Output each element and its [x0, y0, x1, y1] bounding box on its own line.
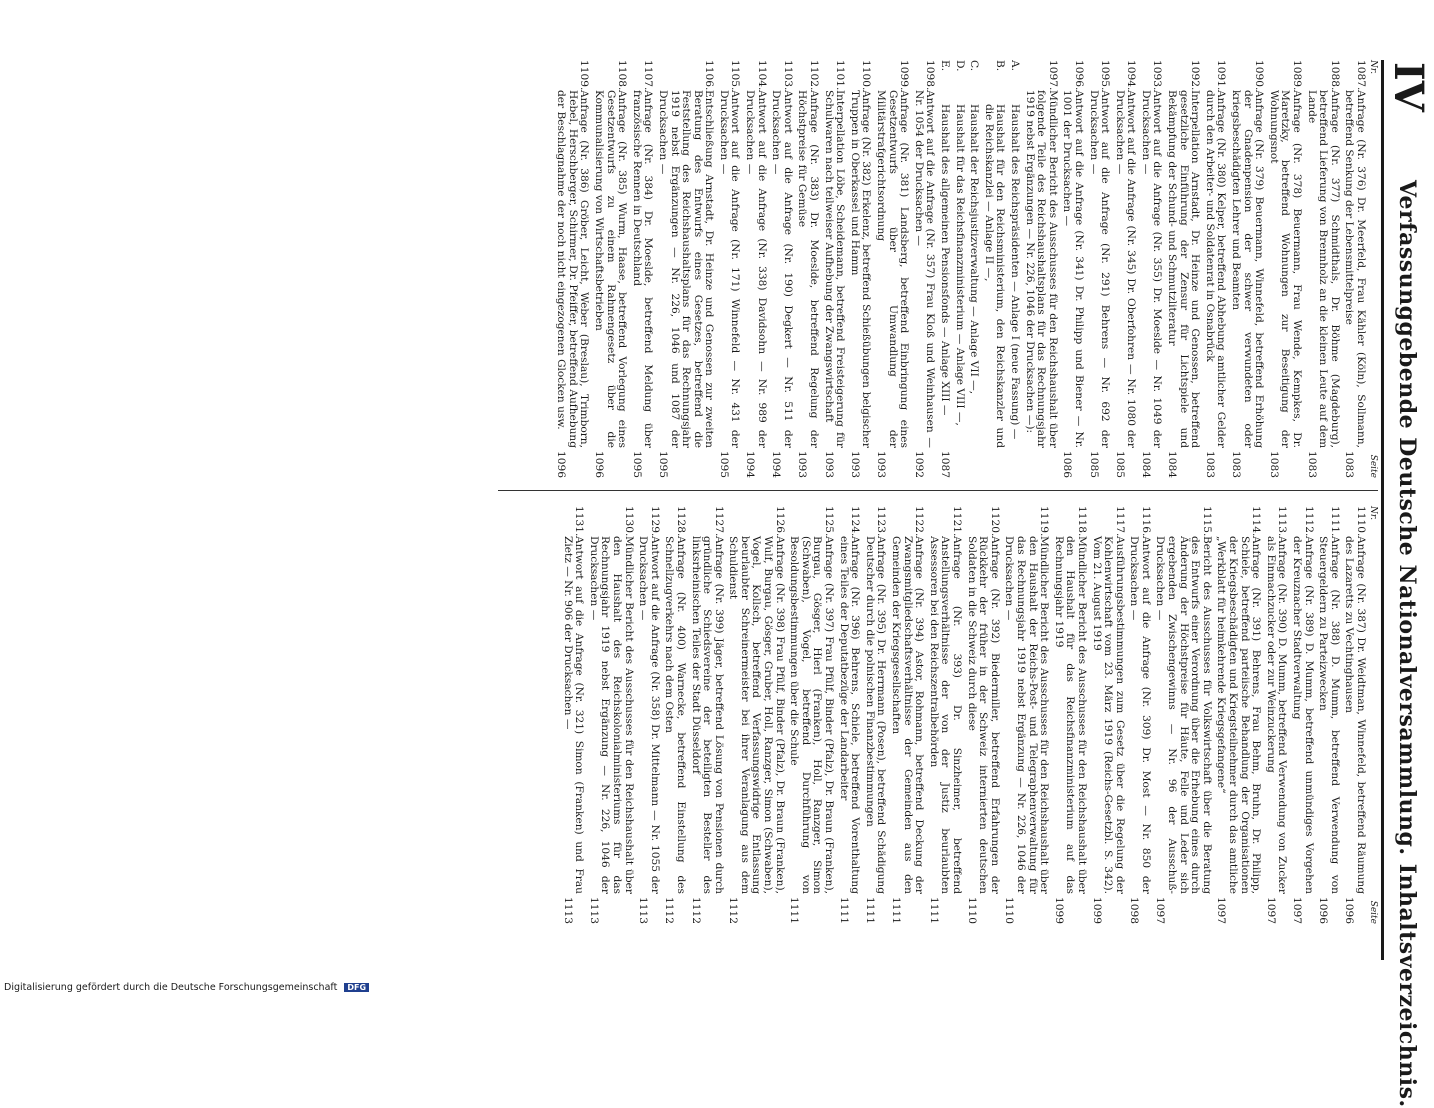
toc-entry [968, 60, 980, 478]
entry-page: 1093 [848, 451, 861, 478]
entry-page: 1113 [587, 897, 600, 924]
toc-entry [796, 60, 819, 478]
entry-page: 1095 [656, 451, 669, 478]
toc-entry [889, 506, 924, 924]
entry-number: 1092. [1189, 60, 1202, 91]
entry-text: Haushalt für das Reichsfinanzministerium — Anlage VIII —, [953, 104, 966, 426]
entry-number: 1106. [703, 60, 716, 91]
entry-text: Mündlicher Bericht des Ausschusses für den Reichshaushalt über den Haushalt für das Reichsfinanzministerium auf das Rechnungsjahr 1919 [1052, 536, 1088, 894]
toc-entry [1052, 506, 1087, 924]
entry-text: Anfrage (Nr. 389) D. Mumm, betreffend unmündiges Vorgehen der Kreuznacher Stadtverwaltung [1291, 536, 1315, 894]
entry-text: Antwort auf die Anfrage (Nr. 291) Behrens — Nr. 692 der Drucksachen — [1087, 90, 1112, 448]
entry-page: 1111 [837, 897, 850, 924]
toc-entry [555, 60, 590, 478]
entry-text: Entschließung Arnstadt, Dr. Heinze und Genossen zur zweiten Beratung des Entwurfs eines Gesetzes, betreffend die Feststellung des Reichshaushaltsplans für das Rechnungsjahr 1919 nebst Ergänzungen — Nr. 226, 1046 und 1087 der Drucksachen — [656, 90, 716, 448]
entry-number: 1104. [755, 60, 768, 91]
entry-number: 1125. [823, 506, 836, 537]
entry-page: 1097 [1154, 897, 1167, 924]
entry-number: 1113. [1276, 506, 1289, 537]
entry-number: E. [939, 60, 951, 72]
entry-number: 1120. [988, 506, 1001, 537]
entry-text: Anfrage (Nr. 378) Beuermann, Frau Wende, Kempkes, Dr. Maretzky, betreffend Wohnungen zur Beseitigung der Wohnungsnot [1267, 90, 1304, 448]
toc-entry [1264, 506, 1287, 924]
entry-page: 1112 [727, 897, 740, 924]
entry-page: 1093 [822, 451, 835, 478]
entry-number: 1128. [674, 506, 687, 537]
column-divider [498, 490, 1378, 491]
entry-text: Mündlicher Bericht des Ausschusses für den Reichshaushalt über den Haushalt der Reichs-Post- und Telegraphenverwaltung für das Rechnungsjahr 1919 nebst Ergänzung — Nr. 226, 1046 der Drucksachen — [1003, 536, 1051, 894]
entry-text: Anfrage (Nr. 394) Astor, Rohmann, betreffend Deckung der Zwangsmitgliedschaftsverhältnisse der Gemeinden aus den Gemeinden der Kriegsgesellschaften [890, 536, 926, 894]
entry-number: 1112. [1302, 506, 1315, 537]
entry-number: A. [1008, 60, 1021, 72]
entry-page: 1112 [663, 897, 676, 924]
entry-text: Antwort auf die Anfrage (Nr. 171) Winnefeld — Nr. 431 der Drucksachen — [717, 90, 742, 448]
entry-text: Anfrage (Nr. 388) D. Mumm, betreffend Verwendung von Steuergeldern zu Parteizwecken [1317, 536, 1341, 894]
entry-text: Mündlicher Bericht des Ausschusses für den Reichshaushalt über den Haushalt des Reichskolonialministeriums für das Rechnungsjahr 1919 nebst Ergänzung — Nr. 226, 1046 der Drucksachen — [587, 536, 635, 894]
entry-number: 1105. [729, 60, 742, 91]
entry-number: 1102. [808, 60, 821, 91]
entry-number: 1099. [898, 60, 911, 91]
entry-page: 1085 [1087, 451, 1100, 478]
entry-text: Haushalt des Reichspräsidenten — Anlage I (neue Fassung) — [1008, 104, 1021, 440]
entry-text: Anfrage (Nr. 395) Dr. Herrmann (Posen), betreffend Schädigung Deutscher durch die polnischen Finanzbestimmungen [863, 536, 888, 894]
entry-number: 1108. [616, 60, 629, 91]
seite-label: Seite [1368, 900, 1378, 924]
entry-number: 1123. [875, 506, 888, 537]
entry-text: Antwort auf die Anfrage (Nr. 190) Degkert — Nr. 511 der Drucksachen — [770, 90, 794, 448]
entry-page: 1094 [770, 451, 783, 478]
entry-text: Anfrage (Nr. 396) Behrens, Schiele, betreffend Vorenthaltung eines Teiles der Deputatbezüge der Landarbeiter [837, 536, 862, 894]
entry-text: Anfrage (Nr. 381) Landsberg, betreffend Einbringung eines Gesetzentwurfs über Umwandlung der Militärstrafgerichtsordnung [875, 90, 911, 448]
entry-page: 1111 [890, 897, 903, 924]
toc-entry [1139, 60, 1162, 478]
entry-text: Anfrage (Nr. 380) Kelper, betreffend Abhebung amtlicher Gelder durch den Arbeiter- und Soldatenrat in Osnabrück [1203, 90, 1228, 448]
nr-label: Nr. [1368, 60, 1378, 75]
toc-entry [637, 506, 660, 924]
toc-entry [788, 506, 834, 924]
entry-text: Interpellation Arnstadt, Dr. Heinze und Genossen, betreffend gesetzliche Einführung der Zensur für Lichtspiele und Bekämpfung der Schund- und Schmutzliteratur [1166, 90, 1202, 448]
entry-text: Anfrage (Nr. 376) Dr. Meerfeld, Frau Kähler (Köln), Sollmann, betreffend Senkung der Lebensmittelpreise [1343, 90, 1367, 448]
toc-entry [953, 60, 965, 478]
entry-number: 1094. [1125, 60, 1138, 91]
entry-number: B. [994, 60, 1007, 72]
right-column [558, 506, 1378, 924]
toc-entry [927, 506, 962, 924]
toc-entry [727, 506, 785, 924]
entry-page: 1111 [927, 897, 940, 924]
entry-page: 1095 [717, 451, 730, 478]
dfg-logo: DFG [344, 983, 369, 992]
entry-number: 1129. [648, 506, 661, 537]
entry-text: Antwort auf die Anfrage (Nr. 358) Dr. Mittelmann — Nr. 1055 der Drucksachen — [637, 536, 661, 894]
toc-entry [1023, 60, 1058, 478]
toc-entry [744, 60, 767, 478]
entry-text: Anfrage (Nr. 392) Biedermiller, betreffend Erfahrungen der Rückkehr der früher in der Schweiz internierten deutschen Soldaten in die Schweiz durch diese [965, 536, 1001, 894]
entry-number: D. [953, 60, 966, 72]
entry-number: 1117. [1113, 506, 1126, 537]
toc-entry [1343, 506, 1366, 924]
seite-label: Seite [1368, 454, 1378, 478]
toc-entry [837, 506, 860, 924]
entry-page: 1110 [1003, 897, 1016, 924]
entry-number: 1131. [573, 506, 586, 537]
toc-entry [561, 506, 584, 924]
footer-text: Digitalisierung gefördert durch die Deutsche Forschungsgemeinschaft [4, 982, 338, 993]
entry-number: C. [968, 60, 981, 72]
entry-text: Anfrage (Nr. 400) Warnecke, betreffend Einstellung des Schnellzugverkehrs nach dem Osten [663, 536, 687, 894]
entry-page: 1096 [592, 451, 605, 478]
entry-page: 1086 [1061, 451, 1074, 478]
toc-entry [656, 60, 714, 478]
toc-entry [965, 506, 1000, 924]
entry-number: 1127. [712, 506, 725, 537]
entry-text: Anfrage (Nr. 397) Frau Pfülf, Binder (Pfalz), Dr. Braun (Franken), Burgau, Gösger, Hierl (Franken), Holl, Ranzger, Simon (Schwaben), Vogel, betreffend Durchführung von Besoldungsbestimmungen über die Schule [788, 536, 836, 894]
entry-number: 1098. [924, 60, 937, 91]
entry-text: Antwort auf die Anfrage (Nr. 341) Dr. Philipp und Biener — Nr. 1001 der Drucksachen — [1061, 90, 1085, 448]
toc-entry [1061, 60, 1084, 478]
entry-page: 1097 [1215, 897, 1228, 924]
entry-text: Anfrage (Nr. 383) Dr. Moeslde, betreffend Regelung der Höchstpreise für Gemüse [796, 90, 821, 448]
entry-number: 1119. [1038, 506, 1051, 537]
entry-text: Antwort auf die Anfrage (Nr. 345) Dr. Oberfohren — Nr. 1080 der Drucksachen — [1113, 90, 1138, 448]
toc-entry [1290, 506, 1313, 924]
entry-text: Anfrage (Nr. 399) Jäger, betreffend Lösung von Pensionen durch gründliche Schiedsvereine der beteiligten Besteller des linksrheinischen Teiles der Stadt Düsseldorf [689, 536, 725, 894]
toc-entry [1215, 506, 1261, 924]
entry-page: 1085 [1113, 451, 1126, 478]
digitization-footer [4, 982, 369, 993]
entry-text: Antwort auf die Anfrage (Nr. 309) Dr. Most — Nr. 850 der Drucksachen — [1128, 536, 1152, 894]
entry-page: 1083 [1343, 451, 1356, 478]
entry-page: 1110 [965, 897, 978, 924]
toc-entry [1317, 506, 1340, 924]
toc-entry [1229, 60, 1264, 478]
entry-text: Anfrage (Nr. 384) Dr. Moeslde, betreffend Meldung über französische Rennen in Deutschland [630, 90, 655, 448]
entry-number: 1090. [1253, 60, 1266, 91]
entry-number: 1091. [1215, 60, 1228, 91]
entry-page: 1093 [796, 451, 809, 478]
entry-number: 1107. [642, 60, 655, 91]
entry-page: 1084 [1166, 451, 1179, 478]
entry-number: 1124. [849, 506, 862, 537]
header-rule [1381, 60, 1384, 960]
entry-number: 1088. [1328, 60, 1341, 91]
toc-entry [848, 60, 871, 478]
entry-text: Anfrage (Nr. 398) Frau Pfülf, Binder (Pfalz), Dr. Braun (Franken), Wulf, Burgau, Gösger, Gruber, Holl, Ranzger, Simon (Schwaben), Vogel, Kollsch, betreffend Verfassungswidrige Entlassung beurlaubter Schreinermeister bei ihrer Veranlagung aus dem Schuldienst [727, 536, 786, 894]
entry-number: 1097. [1046, 60, 1059, 91]
entry-page: 1112 [689, 897, 702, 924]
entry-text: Haushalt des allgemeinen Pensionsfonds — Anlage XIII — [939, 104, 951, 416]
entry-page: 1083 [1203, 451, 1216, 478]
entry-page: 1098 [1128, 897, 1141, 924]
entry-page: 1096 [1343, 897, 1356, 924]
toc-entry [863, 506, 886, 924]
entry-text: Anfrage (Nr. 382) Erkelenz, betreffend Schießübungen belgischer Truppen in Oberkassel und Hamm [848, 90, 873, 448]
entry-number: 1121. [951, 506, 963, 537]
entry-text: Anfrage (Nr. 387) Dr. Weidtman, Winnefeld, betreffend Räumung des Lazaretts zu Vechtinghausen [1343, 536, 1367, 894]
entry-text: Antwort auf die Anfrage (Nr. 338) Davidsohn — Nr. 989 der Drucksachen — [744, 90, 768, 448]
left-column [552, 60, 1378, 478]
nr-label: Nr. [1368, 506, 1378, 521]
entry-page: 1096 [1317, 897, 1330, 924]
toc-entry [1113, 60, 1136, 478]
entry-text: Anfrage (Nr. 390) D. Mumm, betreffend Verwendung von Zucker als Einmachzucker oder zur Weinzuckerung [1264, 536, 1289, 894]
entry-text: Interpellation Löbe, Scheidemann, betreffend Freisteigerung für Schulwaren nach teilweiser Aufhebung der Zwangswirtschaft [822, 90, 847, 448]
entry-text: Antwort auf die Anfrage (Nr. 355) Dr. Moeslde — Nr. 1049 der Drucksachen — [1139, 90, 1164, 448]
entry-number: 1100. [860, 60, 873, 91]
entry-page: 1099 [1052, 897, 1065, 924]
entry-number: 1110. [1355, 506, 1367, 537]
toc-entry [1008, 60, 1020, 478]
entry-number: 1095. [1099, 60, 1112, 91]
entry-number: 1096. [1072, 60, 1085, 91]
entry-page: 1099 [1090, 897, 1103, 924]
toc-entry [822, 60, 845, 478]
toc-entry [663, 506, 686, 924]
entry-number: 1126. [773, 506, 786, 537]
entry-page: 1083 [1305, 451, 1318, 478]
entry-text: Anfrage (Nr. 385) Wurm, Haase, betreffend Vorlegung eines Gesetzentwurfs zu einem Rahmengesetz über die Kommunalisierung von Wirtschaftsbetrieben [592, 90, 629, 448]
entry-text: Anfrage (Nr. 393) Dr. Sinzheimer, betreffend Anstellungsverhältnisse der von der Justiz beurlaubten Assessoren bei den Reichszentralbehörden [927, 536, 963, 894]
toc-entry [689, 506, 724, 924]
entry-text: Antwort auf die Anfrage (Nr. 357) Frau Kloß und Weinhausen — Nr. 1054 der Drucksachen — [912, 90, 937, 448]
entry-number: 1114. [1250, 506, 1263, 537]
entry-page: 1113 [561, 897, 574, 924]
entry-number: 1115. [1200, 506, 1213, 537]
entry-number: 1122. [913, 506, 926, 537]
entry-number: 1087. [1355, 60, 1367, 91]
entry-text: Anfrage (Nr. 386) Gröber, Leicht, Weber (Breslau), Trimborn, Hebel, Herschberger, Schirmer, Dr. Pfeiffer, betreffend Aufhebung der Beschlagnahme der noch nicht eingezogenen Glocken usw. [555, 90, 591, 448]
entry-number: 1089. [1291, 60, 1304, 91]
entry-number: 1118. [1075, 506, 1088, 537]
entry-page: 1113 [637, 897, 650, 924]
entry-number: 1109. [578, 60, 591, 91]
entry-text: Mündlicher Bericht des Ausschusses für den Reichshaushalt über folgende Teile des Reichshaushaltsplans für das Rechnungsjahr 1919 nebst Ergänzungen — Nr. 226, 1046 der Drucksachen —): [1023, 90, 1059, 448]
left-column-head [1366, 60, 1378, 478]
entry-page: 1097 [1264, 897, 1277, 924]
toc-entry [912, 60, 935, 478]
toc-entry [587, 506, 633, 924]
toc-entry [1166, 60, 1201, 478]
entry-number: 1101. [834, 60, 847, 91]
entry-page: 1083 [1267, 451, 1280, 478]
toc-entry [1154, 506, 1212, 924]
entry-text: Haushalt der Reichsjustizverwaltung — Anlage VII —, [968, 104, 981, 395]
toc-entry [592, 60, 627, 478]
entry-text: Anfrage (Nr. 377) Schmidthals, Dr. Böhme (Magdeburg), betreffend Lieferung von Brennholz an die kleinen Leute auf dem Lande [1305, 90, 1341, 448]
toc-entry [1128, 506, 1151, 924]
entry-number: 1111. [1328, 506, 1341, 537]
right-column-head [1366, 506, 1378, 924]
entry-page: 1093 [875, 451, 888, 478]
entry-page: 1087 [939, 451, 951, 478]
toc-entry [1090, 506, 1125, 924]
entry-page: 1094 [744, 451, 757, 478]
toc-entry [1343, 60, 1366, 478]
toc-entry [1087, 60, 1110, 478]
entry-page: 1111 [788, 897, 801, 924]
entry-number: 1103. [781, 60, 794, 91]
entry-page: 1084 [1139, 451, 1152, 478]
toc-entry [982, 60, 1005, 478]
toc-entry [1003, 506, 1049, 924]
entry-text: Anfrage (Nr. 391) Behrens, Frau Behm, Bruhn, Dr. Philipp, Schiele, betreffend parteiische Behandlung der Organisationen der Kriegsbeschädigten und Kriegsteilnehmer durch das amtliche „Werkblatt für heimkehrende Kriegsgefangene“ [1215, 536, 1263, 894]
page-title: Verfassunggebende Deutsche Nationalversammlung. Inhaltsverzeichnis. [1394, 180, 1420, 1108]
entry-page: 1092 [912, 451, 925, 478]
toc-entry [1305, 60, 1340, 478]
toc-entry [717, 60, 740, 478]
entry-page: 1083 [1230, 451, 1243, 478]
entry-number: 1116. [1139, 506, 1152, 537]
toc-entry [1267, 60, 1302, 478]
toc-entry [874, 60, 909, 478]
entry-page: 1097 [1291, 897, 1304, 924]
entry-text: Ausführungsbestimmungen zum Gesetz über die Regelung der Kohlenwirtschaft vom 23. März 1919 (Reichs-Gesetzbl. S. 342). Vom 21. August 1919 [1090, 536, 1126, 894]
toc-entry [938, 60, 950, 478]
toc-entry [1203, 60, 1226, 478]
toc-entry [770, 60, 793, 478]
entry-text: Antwort auf die Anfrage (Nr. 321) Simon (Franken) und Frau Zietz — Nr. 906 der Drucksachen — [561, 536, 586, 894]
entry-text: Anfrage (Nr. 379) Beuermann, Winnefeld, betreffend Erhöhung der Gnadenpension der schwer verwundeten oder kriegsbeschädigten Lehrer und Beamten [1230, 90, 1266, 448]
page-roman-number: IV [1385, 62, 1432, 112]
entry-page: 1096 [555, 451, 568, 478]
entry-page: 1095 [630, 451, 643, 478]
entry-number: 1130. [622, 506, 635, 537]
entry-number: 1093. [1151, 60, 1164, 91]
entry-text: Haushalt für den Reichsministerium, den Reichskanzler und die Reichskanzlei — Anlage II —, [982, 104, 1007, 448]
entry-text: Bericht des Ausschusses für Volkswirtschaft über die Beratung des Entwurfs einer Verordnung über die Erhebung eines durch Änderung der Höchstpreise für Häute, Felle und Leder sich ergebenden Zwischengewinns — Nr. 96 der Ausschuß-Drucksachen — [1154, 536, 1213, 894]
toc-entry [630, 60, 653, 478]
entry-page: 1111 [863, 897, 876, 924]
